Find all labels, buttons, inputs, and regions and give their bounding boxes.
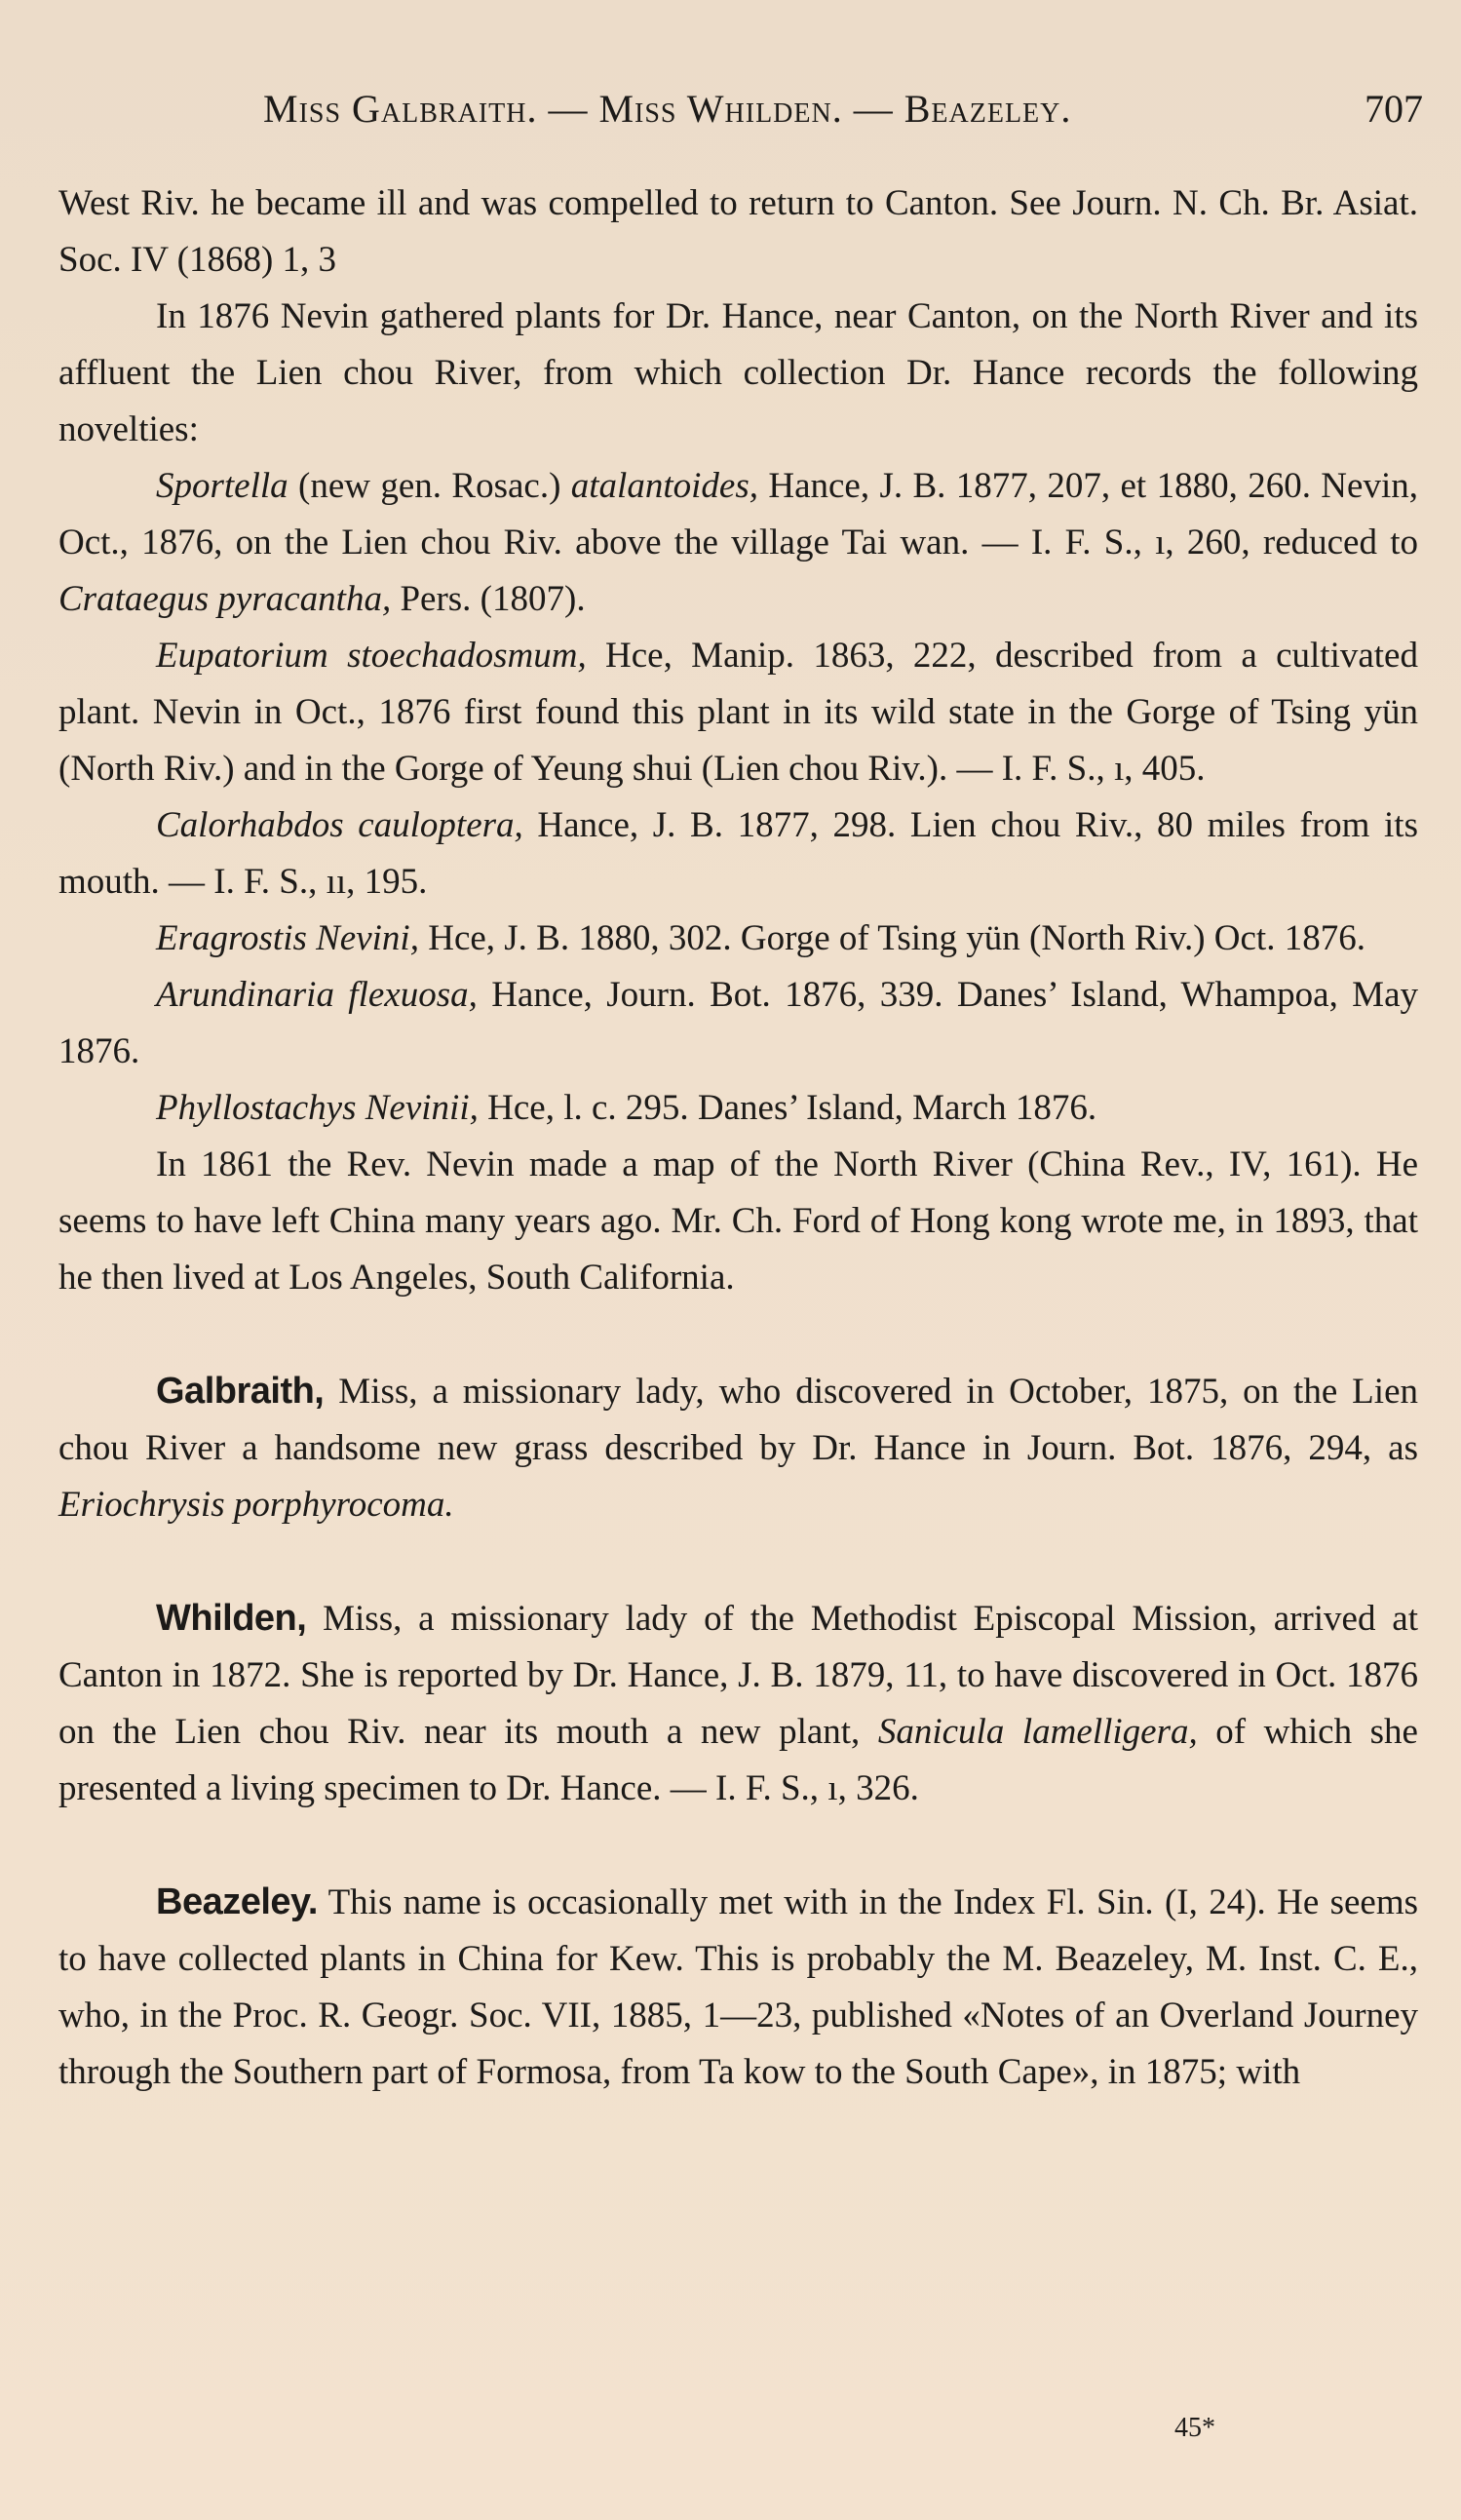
running-head: Miss Galbraith. — Miss Whilden. — Beazeley.: [263, 87, 1072, 131]
species-name: Arundinaria flexuosa,: [156, 975, 478, 1015]
person-name: Beazeley.: [156, 1881, 318, 1922]
species-name: Eupatorium stoechadosmum,: [156, 636, 587, 676]
entry-phyllostachys: Phyllostachys Nevinii, Hce, l. c. 295. Danes’ Island, March 1876.: [156, 1088, 1097, 1128]
person-name: Galbraith,: [156, 1371, 325, 1412]
species-name: Phyllostachys Nevinii,: [156, 1088, 479, 1128]
species-name: atalantoides,: [570, 466, 758, 506]
entry-beazeley: Beazeley. This name is occasionally met with in the Index Fl. Sin. (I, 24). He seems to have collected plants in China for Kew. This is probably the M. Beazeley, M. Inst. C. E., who, in the Proc. R. Geogr. Soc. VII, 1885, 1—23, published «Notes of an Overland Journey through the Southern part of Formosa, from Ta kow to the South Cape», in 1875; with: [58, 1881, 1418, 2092]
species-name: Sportella: [156, 466, 288, 506]
signature-mark: 45*: [1174, 2413, 1215, 2443]
entry-eupatorium: Eupatorium stoechadosmum, Hce, Manip. 1863, 222, described from a cultivated plant. Nevin in Oct., 1876 first found this plant in its wild state in the Gorge of Tsing yün (North Riv.) and in the Gorge of Yeung shui (Lien chou Riv.). — I. F. S., ı, 405.: [58, 636, 1418, 789]
entry-arundinaria: Arundinaria flexuosa, Hance, Journ. Bot. 1876, 339. Danes’ Island, Whampoa, May 1876.: [58, 975, 1419, 1071]
entry-sportella: Sportella (new gen. Rosac.) atalantoides, Hance, J. B. 1877, 207, et 1880, 260. Nevin, Oct., 1876, on the Lien chou Riv. above the village Tai wan. — I. F. S., ı, 260, reduced to Crataegus pyracantha, Pers. (1807).: [58, 466, 1418, 619]
entry-eragrostis: Eragrostis Nevini, Hce, J. B. 1880, 302. Gorge of Tsing yün (North Riv.) Oct. 1876.: [156, 918, 1365, 958]
page-header: [263, 86, 1423, 144]
body-text: [58, 175, 1418, 2101]
paragraph-nevin-continued: West Riv. he became ill and was compelled to return to Canton. See Journ. N. Ch. Br. Asiat. Soc. IV (1868) 1, 3: [58, 183, 1418, 280]
entry-calorhabdos: Calorhabdos cauloptera, Hance, J. B. 1877, 298. Lien chou Riv., 80 miles from its mouth. — I. F. S., ıı, 195.: [58, 805, 1418, 902]
entry-whilden: Whilden, Miss, a missionary lady of the Methodist Episcopal Mission, arrived at Canton in 1872. She is reported by Dr. Hance, J. B. 1879, 11, to have discovered in Oct. 1876 on the Lien chou Riv. near its mouth a new plant, Sanicula lamelligera, of which she presented a living specimen to Dr. Hance. — I. F. S., ı, 326.: [58, 1598, 1418, 1808]
paragraph-nevin-map: In 1861 the Rev. Nevin made a map of the North River (China Rev., IV, 161). He seems to have left China many years ago. Mr. Ch. Ford of Hong kong wrote me, in 1893, that he then lived at Los Angeles, South California.: [58, 1144, 1418, 1298]
entry-galbraith: Galbraith, Miss, a missionary lady, who discovered in October, 1875, on the Lien chou River a handsome new grass described by Dr. Hance in Journ. Bot. 1876, 294, as Eriochrysis porphyrocoma.: [58, 1371, 1418, 1525]
species-name: Sanicula lamelligera,: [877, 1712, 1198, 1752]
page-number: 707: [1365, 87, 1423, 131]
species-name: Calorhabdos cauloptera,: [156, 805, 523, 845]
species-name: Crataegus pyracantha,: [58, 579, 392, 619]
species-name: Eragrostis Nevini,: [156, 918, 419, 958]
person-name: Whilden,: [156, 1598, 307, 1639]
species-name: Eriochrysis porphyrocoma.: [58, 1485, 454, 1525]
paragraph-nevin-1876: In 1876 Nevin gathered plants for Dr. Hance, near Canton, on the North River and its affluent the Lien chou River, from which collection Dr. Hance records the following novelties:: [58, 296, 1418, 449]
